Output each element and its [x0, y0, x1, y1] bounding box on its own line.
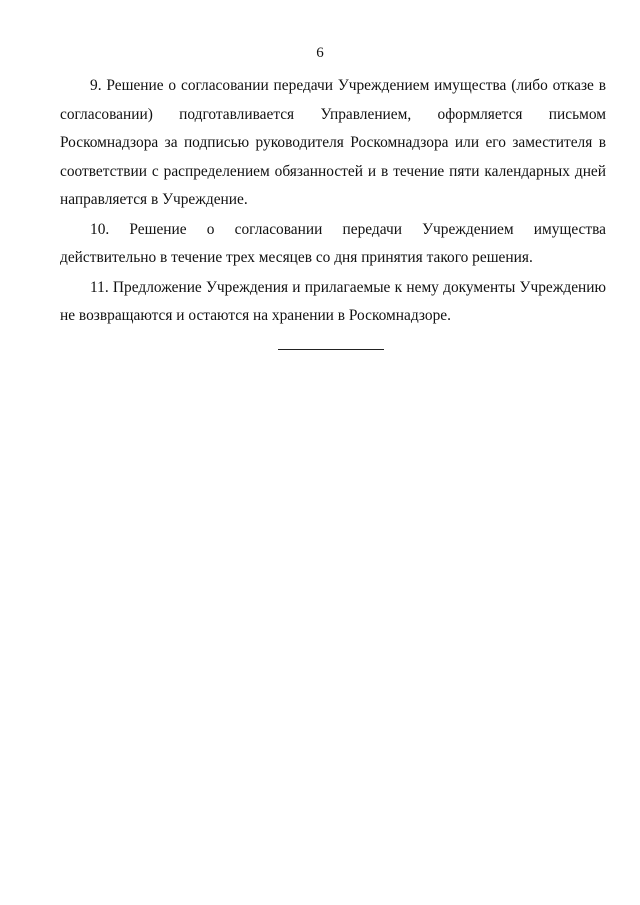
paragraph-11: 11. Предложение Учреждения и прилагаемые к нему документы Учреждению не возвращаются и остаются на хранении в Роскомнадзоре. — [60, 278, 606, 324]
paragraph-10: 10. Решение о согласовании передачи Учреждением имущества действительно в течение трех месяцев со дня принятия такого решения. — [60, 220, 606, 266]
document-body — [60, 72, 606, 331]
paragraph-9: 9. Решение о согласовании передачи Учреждением имущества (либо отказе в согласовании) подготавливается Управлением, оформляется письмом Роскомнадзора за подписью руководителя Роскомнадзора или его заместителя в соответствии с распределением обязанностей и в течение пяти календарных дней направляется в Учреждение. — [60, 77, 606, 208]
page-number: 6 — [316, 45, 324, 61]
end-of-document-divider — [278, 349, 384, 350]
